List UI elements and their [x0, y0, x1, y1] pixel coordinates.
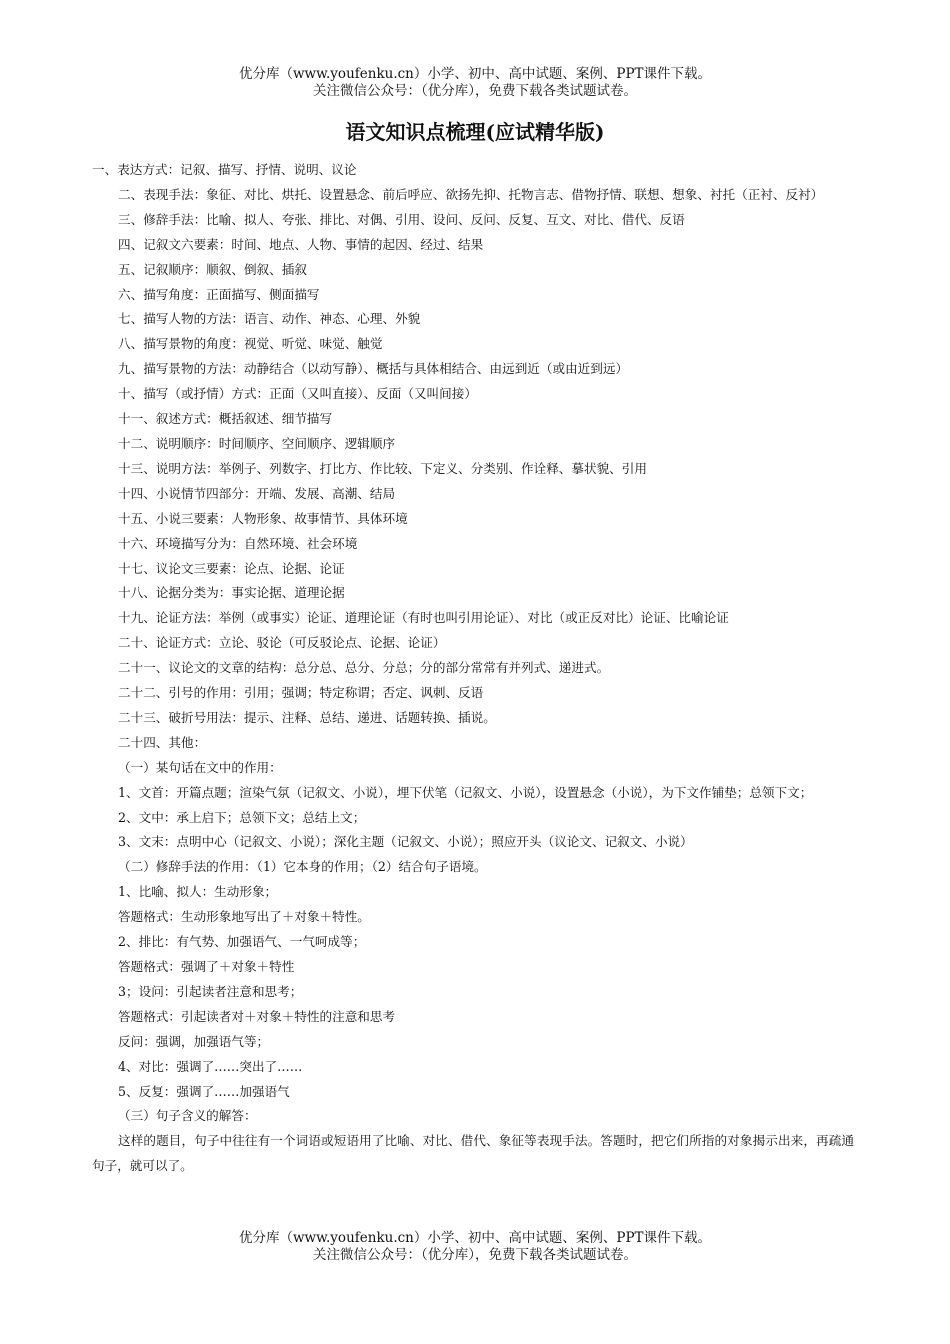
- text-line: 2、排比：有气势、加强语气、一气呵成等；: [118, 934, 366, 950]
- document-body: [92, 158, 854, 1179]
- text-line: 十、描写（或抒情）方式：正面（又叫直接）、反面（又叫间接）: [118, 386, 477, 402]
- text-line: 答题格式：引起读者对＋对象＋特性的注意和思考: [118, 1008, 396, 1024]
- text-line: 答题格式：强调了＋对象＋特性: [118, 959, 295, 974]
- text-line: 十一、叙述方式：概括叙述、细节描写: [118, 411, 333, 427]
- text-line: 十六、环境描写分为：自然环境、社会环境: [118, 535, 358, 551]
- text-line: （一）某句话在文中的作用：: [118, 759, 282, 775]
- footer-wechat-line: 关注微信公众号：（优分库），免费下载各类试题试卷。: [313, 1247, 637, 1263]
- text-line: 4、对比：强调了……突出了……: [118, 1058, 303, 1074]
- text-line: 三、修辞手法：比喻、拟人、夸张、排比、对偶、引用、设问、反问、反复、互文、对比、借代、反语: [118, 211, 685, 227]
- text-line: 六、描写角度：正面描写、侧面描写: [118, 286, 320, 302]
- text-line: 七、描写人物的方法：语言、动作、神态、心理、外貌: [118, 311, 421, 327]
- text-line: 九、描写景物的方法：动静结合（以动写静）、概括与具体相结合、由远到近（或由近到远）: [118, 361, 629, 377]
- text-line: 十八、论据分类为：事实论据、道理论据: [118, 585, 345, 601]
- document-title: 语文知识点梳理(应试精华版): [345, 120, 605, 144]
- header-promo-line[interactable]: 优分库（www.youfenku.cn）小学、初中、高中试题、案例、PPT课件下载。: [238, 66, 712, 82]
- page-header: [0, 66, 950, 100]
- text-paragraph: 这样的题目，句子中往往有一个词语或短语用了比喻、对比、借代、象征等表现手法。答题时，把它们所指的对象揭示出来，再疏通句子，就可以了。: [92, 1133, 854, 1174]
- text-line: （二）修辞手法的作用：（1）它本身的作用；（2）结合句子语境。: [118, 859, 487, 875]
- text-line: 二十二、引号的作用：引用；强调；特定称谓；否定、讽刺、反语: [118, 685, 484, 701]
- text-line: 2、文中：承上启下；总领下文；总结上文；: [118, 809, 366, 825]
- text-line: （三）句子含义的解答：: [118, 1108, 257, 1124]
- text-line: 1、比喻、拟人：生动形象；: [118, 884, 278, 900]
- text-line: 答题格式：生动形象地写出了＋对象＋特性。: [118, 909, 370, 925]
- text-line: 四、记叙文六要素：时间、地点、人物、事情的起因、经过、结果: [118, 236, 484, 252]
- text-line: 十七、议论文三要素：论点、论据、论证: [118, 560, 345, 576]
- text-line: 二十三、破折号用法：提示、注释、总结、递进、话题转换、插说。: [118, 709, 496, 725]
- text-line: 十二、说明顺序：时间顺序、空间顺序、逻辑顺序: [118, 435, 396, 451]
- text-line: 十九、论证方法：举例（或事实）论证、道理论证（有时也叫引用论证）、对比（或正反对比）论证、比喻论证: [118, 610, 729, 626]
- header-wechat-line: 关注微信公众号：（优分库），免费下载各类试题试卷。: [313, 83, 637, 99]
- text-line: 十四、小说情节四部分：开端、发展、高潮、结局: [118, 485, 396, 501]
- text-line: 3、文末：点明中心（记叙文、小说）；深化主题（记叙文、小说）；照应开头（议论文、记叙文、小说）: [118, 834, 693, 850]
- text-line: 二十四、其他：: [118, 734, 207, 750]
- text-line: 二十一、议论文的文章的结构：总分总、总分、分总；分的部分常常有并列式、递进式。: [118, 660, 610, 676]
- text-line: 5、反复：强调了……加强语气: [118, 1083, 290, 1099]
- text-paragraph: 1、文首：开篇点题；渲染气氛（记叙文、小说），埋下伏笔（记叙文、小说），设置悬念（小说），为下文作铺垫；总领下文；: [118, 784, 813, 800]
- text-line: 3；设问：引起读者注意和思考；: [118, 983, 303, 999]
- text-paragraph: 二、表现手法：象征、对比、烘托、设置悬念、前后呼应、欲扬先抑、托物言志、借物抒情、联想、想象、衬托（正衬、反衬）: [118, 186, 824, 202]
- text-line: 反问：强调，加强语气等；: [118, 1033, 270, 1049]
- text-line: 二十、论证方式：立论、驳论（可反驳论点、论据、论证）: [118, 635, 446, 651]
- text-line: 五、记叙顺序：顺叙、倒叙、插叙: [118, 261, 307, 277]
- text-line: 一、表达方式：记叙、描写、抒情、说明、议论: [92, 162, 357, 177]
- footer-promo-line[interactable]: 优分库（www.youfenku.cn）小学、初中、高中试题、案例、PPT课件下载。: [238, 1230, 712, 1246]
- page-footer: [0, 1230, 950, 1264]
- text-line: 十五、小说三要素：人物形象、故事情节、具体环境: [118, 510, 408, 526]
- text-line: 八、描写景物的角度：视觉、听觉、味觉、触觉: [118, 336, 383, 352]
- text-line: 十三、说明方法：举例子、列数字、打比方、作比较、下定义、分类别、作诠释、摹状貌、引用: [118, 460, 647, 476]
